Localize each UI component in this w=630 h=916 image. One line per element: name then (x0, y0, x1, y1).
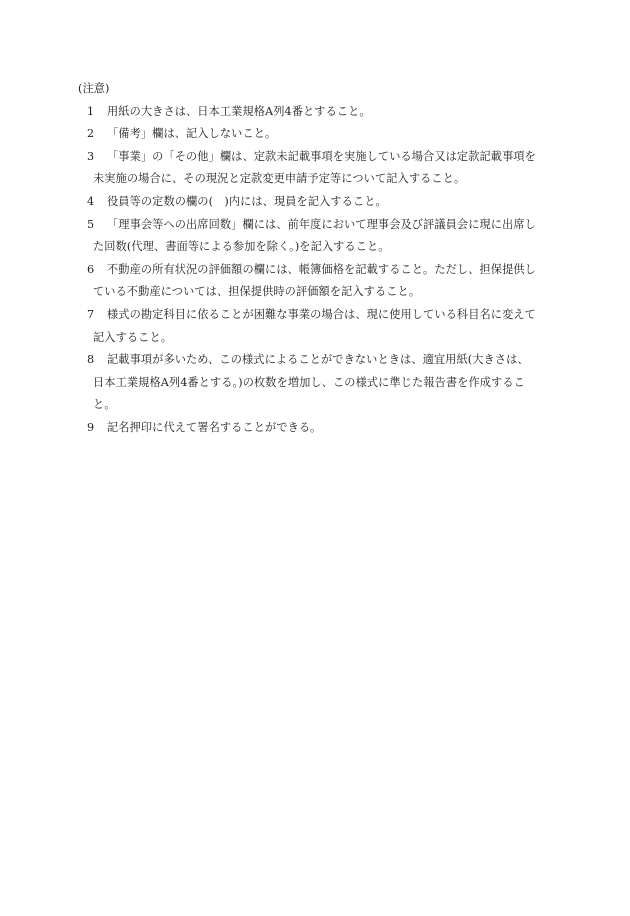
note-text: 役員等の定数の欄の( )内には、現員を記入すること。 (107, 194, 387, 208)
note-number: 9 (87, 420, 95, 434)
note-number: 6 (87, 262, 95, 276)
note-line (87, 101, 560, 124)
note-item-3 (78, 146, 560, 191)
note-line (87, 123, 560, 146)
note-line (87, 349, 560, 372)
note-text: 「事業」の「その他」欄は、定款未記載事項を実施している場合又は定款記載事項を (107, 149, 536, 163)
note-item-9 (78, 417, 560, 440)
note-text: 「備考」欄は、記入しないこと。 (107, 127, 277, 141)
note-line (87, 214, 560, 237)
note-text: 「理事会等への出席回数」欄には、前年度において理事会及び評議員会に現に出席し (107, 217, 536, 231)
note-item-6 (78, 259, 560, 304)
note-line (87, 191, 560, 214)
note-line (87, 259, 560, 282)
note-item-2 (78, 123, 560, 146)
note-number: 7 (87, 307, 95, 321)
note-item-1 (78, 101, 560, 124)
note-text: 不動産の所有状況の評価額の欄には、帳簿価格を記載すること。ただし、担保提供し (107, 262, 536, 276)
note-text: 記載事項が多いため、この様式によることができないときは、適宜用紙(大きさは、 (107, 353, 529, 367)
note-line-continued: 記入すること。 (93, 330, 173, 344)
note-line-continued: と。 (93, 398, 116, 412)
note-text: 様式の勘定科目に依ることが困難な事業の場合は、現に使用している科目名に変えて (107, 307, 536, 321)
note-item-8 (78, 349, 560, 417)
note-number: 4 (87, 194, 95, 208)
notes-heading: (注意) (78, 82, 110, 95)
note-line-continued: た回数(代理、書面等による参加を除く。)を記入すること。 (93, 240, 390, 254)
note-number: 3 (87, 149, 95, 163)
note-item-5 (78, 214, 560, 259)
note-item-7 (78, 304, 560, 349)
note-number: 8 (87, 353, 95, 367)
note-number: 5 (87, 217, 95, 231)
note-line (87, 417, 560, 440)
note-text: 用紙の大きさは、日本工業規格A列4番とすること。 (107, 104, 371, 118)
note-item-4 (78, 191, 560, 214)
note-number: 2 (87, 127, 95, 141)
notes-section (78, 78, 560, 440)
note-line-continued: 日本工業規格A列4番とする。)の枚数を増加し、この様式に準じた報告書を作成するこ (93, 375, 525, 389)
note-text: 記名押印に代えて署名することができる。 (107, 420, 322, 434)
note-line-continued: ている不動産については、担保提供時の評価額を記入すること。 (93, 285, 421, 299)
note-line (87, 304, 560, 327)
note-number: 1 (87, 104, 95, 118)
note-line-continued: 未実施の場合に、その現況と定款変更申請予定等について記入すること。 (93, 172, 466, 186)
note-line (87, 146, 560, 169)
